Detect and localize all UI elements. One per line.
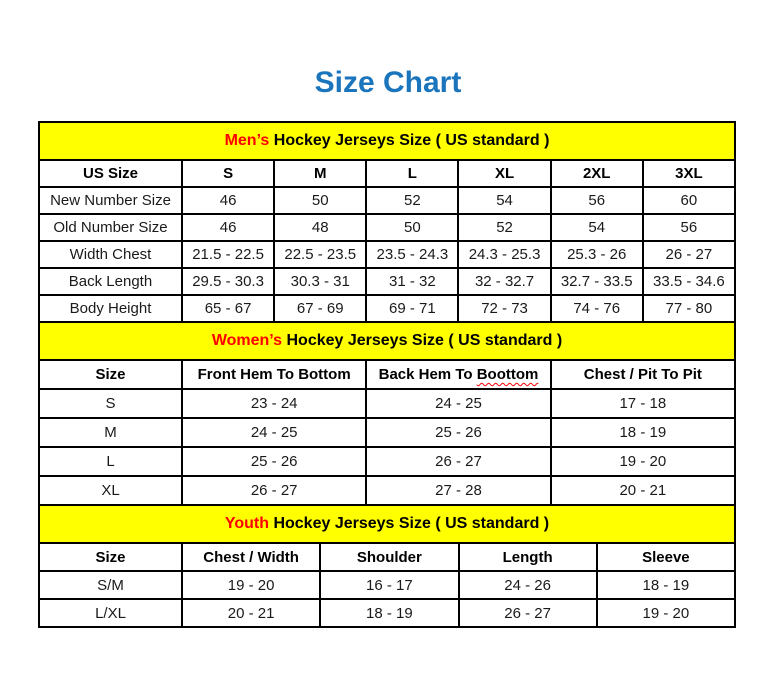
mens-value-cell: 26 - 27 (643, 241, 735, 268)
womens-row-label: M (39, 418, 182, 447)
womens-banner-text: Hockey Jerseys Size ( US standard ) (282, 332, 563, 349)
mens-banner-row (39, 122, 735, 160)
womens-value-cell: 17 - 18 (551, 389, 735, 418)
mens-value-cell: 29.5 - 30.3 (182, 268, 274, 295)
womens-value-cell: 19 - 20 (551, 447, 735, 476)
youth-value-cell: 18 - 19 (320, 599, 458, 627)
womens-row (39, 447, 735, 476)
mens-column-header: 2XL (551, 160, 643, 187)
mens-column-header: S (182, 160, 274, 187)
mens-value-cell: 23.5 - 24.3 (366, 241, 458, 268)
mens-value-cell: 32.7 - 33.5 (551, 268, 643, 295)
mens-value-cell: 21.5 - 22.5 (182, 241, 274, 268)
womens-banner-highlight: Women’s (211, 332, 283, 349)
mens-banner-highlight: Men’s (224, 132, 270, 149)
mens-value-cell: 56 (551, 187, 643, 214)
mens-value-cell: 56 (643, 214, 735, 241)
womens-column-header: Back Hem To Boottom (366, 360, 550, 389)
womens-value-cell: 20 - 21 (551, 476, 735, 505)
mens-value-cell: 50 (274, 187, 366, 214)
mens-banner-text: Hockey Jerseys Size ( US standard ) (269, 132, 550, 149)
mens-row-label: Old Number Size (39, 214, 182, 241)
mens-value-cell: 25.3 - 26 (551, 241, 643, 268)
mens-value-cell: 46 (182, 214, 274, 241)
mens-row (39, 214, 735, 241)
womens-row (39, 476, 735, 505)
mens-size-table (38, 121, 736, 323)
mens-value-cell: 24.3 - 25.3 (458, 241, 550, 268)
womens-column-header: Size (39, 360, 182, 389)
youth-column-header: Shoulder (320, 543, 458, 571)
mens-value-cell: 67 - 69 (274, 295, 366, 322)
mens-value-cell: 33.5 - 34.6 (643, 268, 735, 295)
youth-row-label: L/XL (39, 599, 182, 627)
womens-value-cell: 25 - 26 (182, 447, 366, 476)
womens-banner (39, 322, 735, 360)
womens-value-cell: 24 - 25 (366, 389, 550, 418)
womens-value-cell: 27 - 28 (366, 476, 550, 505)
mens-row-label: New Number Size (39, 187, 182, 214)
mens-row (39, 268, 735, 295)
youth-value-cell: 26 - 27 (459, 599, 597, 627)
youth-column-header: Length (459, 543, 597, 571)
youth-column-header: Size (39, 543, 182, 571)
page-title: Size Chart (314, 66, 462, 99)
womens-row-label: XL (39, 476, 182, 505)
womens-header-row (39, 360, 735, 389)
mens-row (39, 295, 735, 322)
mens-header-row (39, 160, 735, 187)
youth-banner-text: Hockey Jerseys Size ( US standard ) (269, 515, 550, 532)
mens-column-header: XL (458, 160, 550, 187)
mens-banner (39, 122, 735, 160)
mens-value-cell: 48 (274, 214, 366, 241)
womens-column-header: Chest / Pit To Pit (551, 360, 735, 389)
womens-size-table (38, 321, 736, 506)
youth-banner-highlight: Youth (224, 515, 269, 532)
youth-value-cell: 20 - 21 (182, 599, 320, 627)
youth-row (39, 571, 735, 599)
mens-row (39, 187, 735, 214)
youth-value-cell: 24 - 26 (459, 571, 597, 599)
mens-value-cell: 65 - 67 (182, 295, 274, 322)
mens-value-cell: 50 (366, 214, 458, 241)
mens-row-label: Back Length (39, 268, 182, 295)
womens-row-label: L (39, 447, 182, 476)
womens-value-cell: 23 - 24 (182, 389, 366, 418)
womens-row-label: S (39, 389, 182, 418)
mens-value-cell: 31 - 32 (366, 268, 458, 295)
youth-column-header: Sleeve (597, 543, 735, 571)
womens-value-cell: 26 - 27 (182, 476, 366, 505)
womens-value-cell: 18 - 19 (551, 418, 735, 447)
size-chart-tables (38, 121, 736, 628)
mens-value-cell: 54 (458, 187, 550, 214)
youth-row (39, 599, 735, 627)
womens-row (39, 418, 735, 447)
youth-size-table (38, 504, 736, 628)
youth-row-label: S/M (39, 571, 182, 599)
youth-value-cell: 16 - 17 (320, 571, 458, 599)
mens-row (39, 241, 735, 268)
youth-banner-row (39, 505, 735, 543)
mens-row-label: Body Height (39, 295, 182, 322)
youth-value-cell: 19 - 20 (597, 599, 735, 627)
mens-column-header: 3XL (643, 160, 735, 187)
youth-header-row (39, 543, 735, 571)
womens-column-header: Front Hem To Bottom (182, 360, 366, 389)
mens-value-cell: 54 (551, 214, 643, 241)
mens-value-cell: 72 - 73 (458, 295, 550, 322)
mens-value-cell: 52 (366, 187, 458, 214)
youth-value-cell: 19 - 20 (182, 571, 320, 599)
mens-value-cell: 52 (458, 214, 550, 241)
mens-column-header: L (366, 160, 458, 187)
womens-banner-row (39, 322, 735, 360)
mens-value-cell: 60 (643, 187, 735, 214)
mens-column-header: M (274, 160, 366, 187)
womens-value-cell: 26 - 27 (366, 447, 550, 476)
youth-value-cell: 18 - 19 (597, 571, 735, 599)
mens-value-cell: 46 (182, 187, 274, 214)
mens-value-cell: 32 - 32.7 (458, 268, 550, 295)
womens-value-cell: 24 - 25 (182, 418, 366, 447)
mens-value-cell: 74 - 76 (551, 295, 643, 322)
womens-value-cell: 25 - 26 (366, 418, 550, 447)
youth-banner (39, 505, 735, 543)
mens-value-cell: 30.3 - 31 (274, 268, 366, 295)
mens-value-cell: 69 - 71 (366, 295, 458, 322)
mens-value-cell: 77 - 80 (643, 295, 735, 322)
youth-column-header: Chest / Width (182, 543, 320, 571)
womens-row (39, 389, 735, 418)
mens-value-cell: 22.5 - 23.5 (274, 241, 366, 268)
misspelled-word: Boottom (476, 366, 539, 383)
mens-row-label: Width Chest (39, 241, 182, 268)
mens-column-header: US Size (39, 160, 182, 187)
